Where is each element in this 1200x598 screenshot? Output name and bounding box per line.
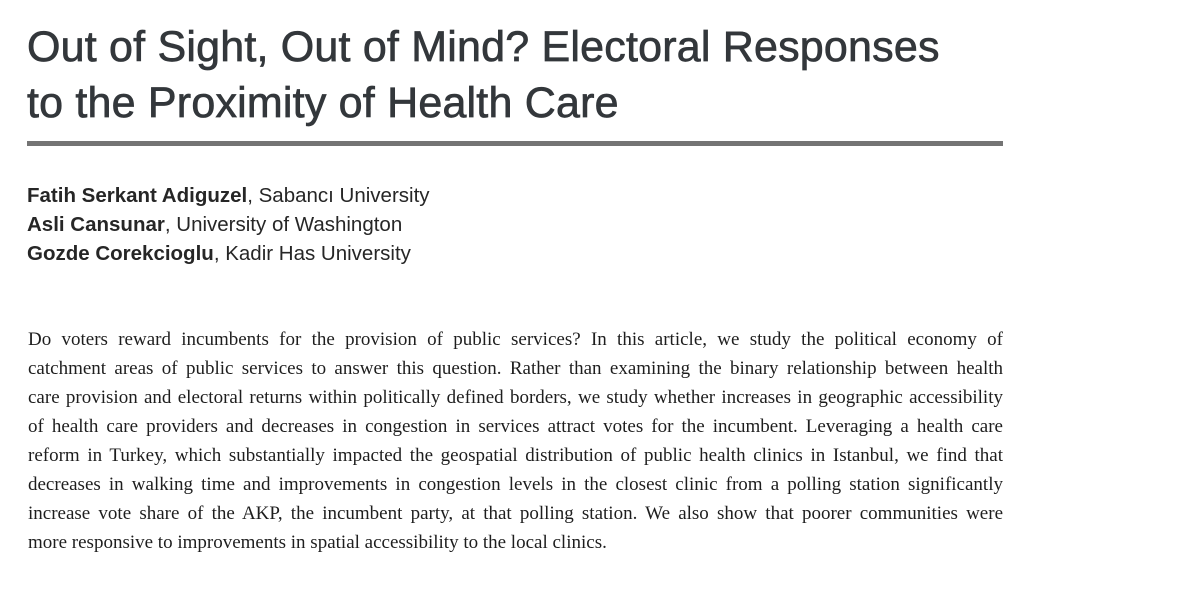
abstract-line: care provision and electoral returns within politically defined borders, we study whether increases in geographic accessibility [28,387,1003,408]
author-affiliation: Kadir Has University [225,242,411,265]
title-line: to the Proximity of Health Care [27,79,619,127]
author-separator: , [247,184,259,207]
abstract-line: Do voters reward incumbents for the provision of public services? In this article, we study the political economy of [28,329,1003,350]
abstract-line: catchment areas of public services to answer this question. Rather than examining the binary relationship between health [28,358,1003,379]
author-name: Asli Cansunar [27,213,165,236]
author-name: Gozde Corekcioglu [27,242,214,265]
author-name: Fatih Serkant Adiguzel [27,184,248,207]
author-separator: , [213,242,226,265]
abstract-line: increase vote share of the AKP, the incumbent party, at that polling station. We also show that poorer communities were [28,503,1003,524]
abstract-line: reform in Turkey, which substantially impacted the geospatial distribution of public health clinics in Istanbul, we find that [28,445,1003,466]
title-divider [27,141,1003,146]
author-separator: , [164,213,177,236]
abstract-line: decreases in walking time and improvements in congestion levels in the closest clinic from a polling station significantly [28,474,1003,495]
author-list [27,181,430,268]
author-affiliation: University of Washington [176,213,403,236]
author-entry [27,239,430,268]
paper-title [27,19,1027,131]
title-line: Out of Sight, Out of Mind? Electoral Responses [27,23,940,71]
author-entry [27,181,430,210]
abstract-line: more responsive to improvements in spatial accessibility to the local clinics. [28,532,607,553]
abstract-line: of health care providers and decreases in congestion in services attract votes for the incumbent. Leveraging a health care [28,416,1003,437]
abstract [28,325,1003,557]
author-entry [27,210,430,239]
author-affiliation: Sabancı University [258,184,430,207]
